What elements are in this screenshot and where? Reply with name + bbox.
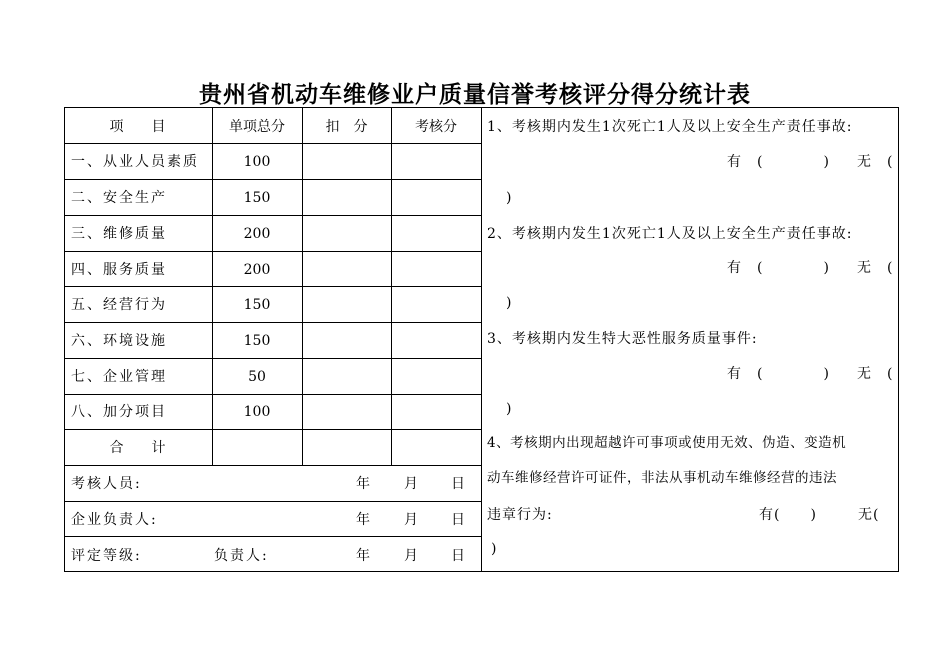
row-score: 150 <box>243 190 271 206</box>
row-item-label: 二、安全生产 <box>71 190 167 206</box>
date-day: 日 <box>451 548 465 564</box>
row-divider <box>65 429 481 430</box>
header-assessed-score: 考核分 <box>415 119 457 135</box>
row-item-label: 四、服务质量 <box>71 262 167 278</box>
condition-1-no: 无 ( <box>857 154 894 170</box>
row-score: 50 <box>248 369 266 385</box>
document-title: 贵州省机动车维修业户质量信誉考核评分得分统计表 <box>199 82 751 108</box>
reviewer-label: 考核人员: <box>71 476 142 492</box>
row-item-label: 六、环境设施 <box>71 333 167 349</box>
date-year: 年 <box>356 512 370 528</box>
row-score: 200 <box>243 262 271 278</box>
condition-3-text: 3、考核期内发生特大恶性服务质量事件: <box>487 331 758 347</box>
row-item-label: 八、加分项目 <box>71 404 167 420</box>
condition-4-line-1: 4、考核期内出现超越许可事项或使用无效、伪造、变造机 <box>487 435 847 451</box>
row-item-label: 三、维修质量 <box>71 226 167 242</box>
date-day: 日 <box>451 512 465 528</box>
date-month: 月 <box>404 476 418 492</box>
condition-1-close: ) <box>506 190 513 206</box>
row-divider <box>65 358 481 359</box>
condition-2-yes: 有 ( ) <box>727 260 830 276</box>
header-item: 项 目 <box>109 119 166 135</box>
row-item-label: 七、企业管理 <box>71 369 167 385</box>
row-divider <box>65 215 481 216</box>
row-score: 100 <box>243 154 271 170</box>
responsible-label: 负责人: <box>214 548 269 564</box>
enterprise-head-label: 企业负责人: <box>71 512 158 528</box>
header-total-score: 单项总分 <box>229 119 285 135</box>
header-deduction: 扣 分 <box>325 119 368 135</box>
rating-label: 评定等级: <box>71 548 142 564</box>
row-divider <box>65 179 481 180</box>
row-score: 150 <box>243 297 271 313</box>
date-year: 年 <box>356 548 370 564</box>
condition-2-close: ) <box>506 295 513 311</box>
condition-4-line-2: 动车维修经营许可证件，非法从事机动车维修经营的违法 <box>487 470 837 486</box>
row-divider <box>65 286 481 287</box>
row-divider <box>65 143 481 144</box>
condition-3-no: 无 ( <box>857 366 894 382</box>
condition-4-yes: 有( ) <box>759 507 817 523</box>
condition-3-yes: 有 ( ) <box>727 366 830 382</box>
date-month: 月 <box>404 512 418 528</box>
row-divider <box>65 465 481 466</box>
row-item-label: 一、从业人员素质 <box>71 154 199 170</box>
row-item-label: 五、经营行为 <box>71 297 167 313</box>
date-month: 月 <box>404 548 418 564</box>
condition-1-text: 1、考核期内发生1次死亡1人及以上安全生产责任事故: <box>487 119 853 135</box>
row-divider <box>65 536 481 537</box>
condition-2-text: 2、考核期内发生1次死亡1人及以上安全生产责任事故: <box>487 226 853 242</box>
row-score: 200 <box>243 226 271 242</box>
row-score: 150 <box>243 333 271 349</box>
row-score: 100 <box>243 404 271 420</box>
condition-1-yes: 有 ( ) <box>727 154 830 170</box>
condition-3-close: ) <box>506 401 513 417</box>
condition-4-close: ) <box>491 541 498 557</box>
condition-4-line-3: 违章行为: <box>487 507 553 523</box>
row-divider <box>65 394 481 395</box>
row-divider <box>65 251 481 252</box>
col-divider-main <box>481 108 482 571</box>
date-day: 日 <box>451 476 465 492</box>
total-row-label: 合 计 <box>109 440 166 456</box>
date-year: 年 <box>356 476 370 492</box>
row-divider <box>65 501 481 502</box>
condition-2-no: 无 ( <box>857 260 894 276</box>
condition-4-no: 无( <box>858 507 880 523</box>
row-divider <box>65 322 481 323</box>
